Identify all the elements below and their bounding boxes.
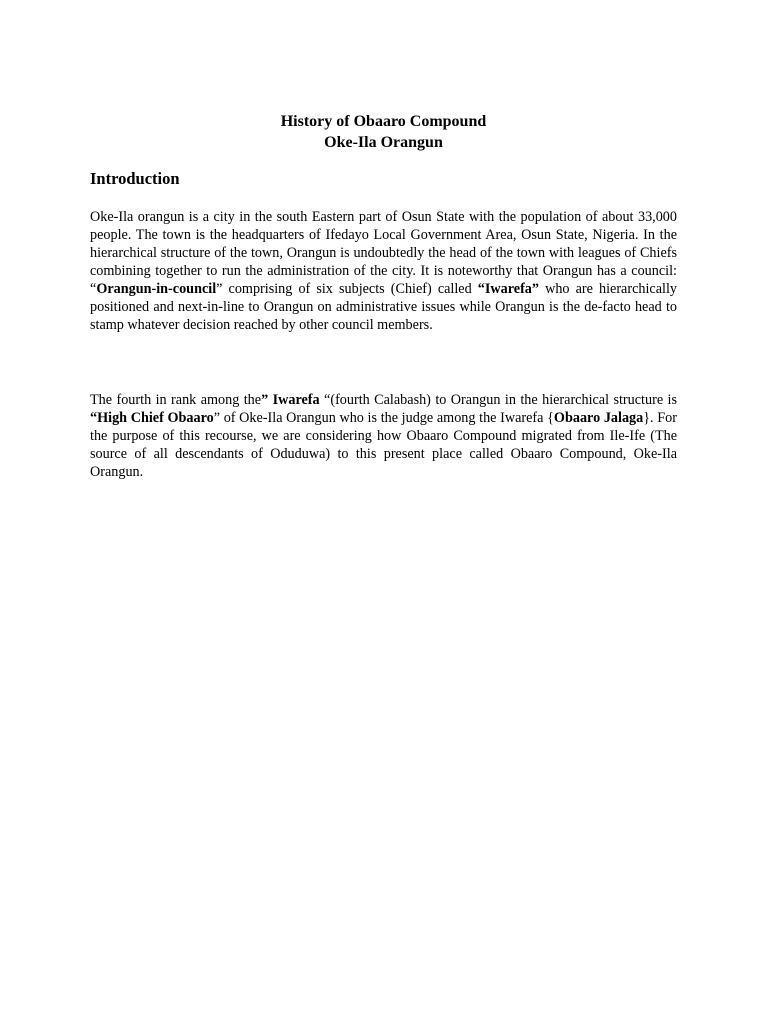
paragraph-1-bold-orangun-in-council: Orangun-in-council [96, 281, 217, 297]
paragraph-1 [90, 208, 677, 334]
paragraph-2 [90, 391, 677, 481]
paragraph-1-text-3: who are hierarchically positioned and next-in-line to Orangun on administrative issues while Orangun is the de-facto head to stamp whatever decision reached by other council members. [90, 281, 677, 333]
paragraph-2-bold-high-chief-obaaro: “High Chief Obaaro [90, 410, 214, 426]
document-title [90, 111, 677, 153]
paragraph-2-bold-obaaro-jalaga: Obaaro Jalaga [553, 410, 644, 426]
paragraph-2-text-3: ” of Oke-Ila Orangun who is the judge among the Iwarefa { [213, 410, 554, 426]
title-line-1: History of Obaaro Compound [280, 113, 487, 130]
paragraph-1-text-1: Oke-Ila orangun is a city in the south Eastern part of Osun State with the population of about 33,000 people. The town is the headquarters of Ifedayo Local Government Area, Osun State, Nigeria. In the hierarchical structure of the town, Orangun is undoubtedly the head of the town with leagues of Chiefs combining together to run the administration of the city. It is noteworthy that Orangun has a council: “ [90, 209, 677, 297]
title-line-2: Oke-Ila Orangun [324, 134, 443, 151]
paragraph-2-text-1: The fourth in rank among the [90, 392, 262, 408]
paragraph-1-text-2: ” comprising of six subjects (Chief) called [216, 281, 478, 297]
paragraph-2-text-2: “(fourth Calabash) to Orangun in the hierarchical structure is [319, 392, 678, 408]
paragraph-2-bold-iwarefa: ” Iwarefa [261, 392, 320, 408]
section-heading-introduction: Introduction [90, 169, 180, 188]
paragraph-1-bold-iwarefa: “Iwarefa” [477, 281, 539, 297]
paragraph-2-text-4: }. For the purpose of this recourse, we are considering how Obaaro Compound migrated from Ile-Ife (The source of all descendants of Oduduwa) to this present place called Obaaro Compound, Oke-Ila Orangun. [90, 410, 677, 480]
